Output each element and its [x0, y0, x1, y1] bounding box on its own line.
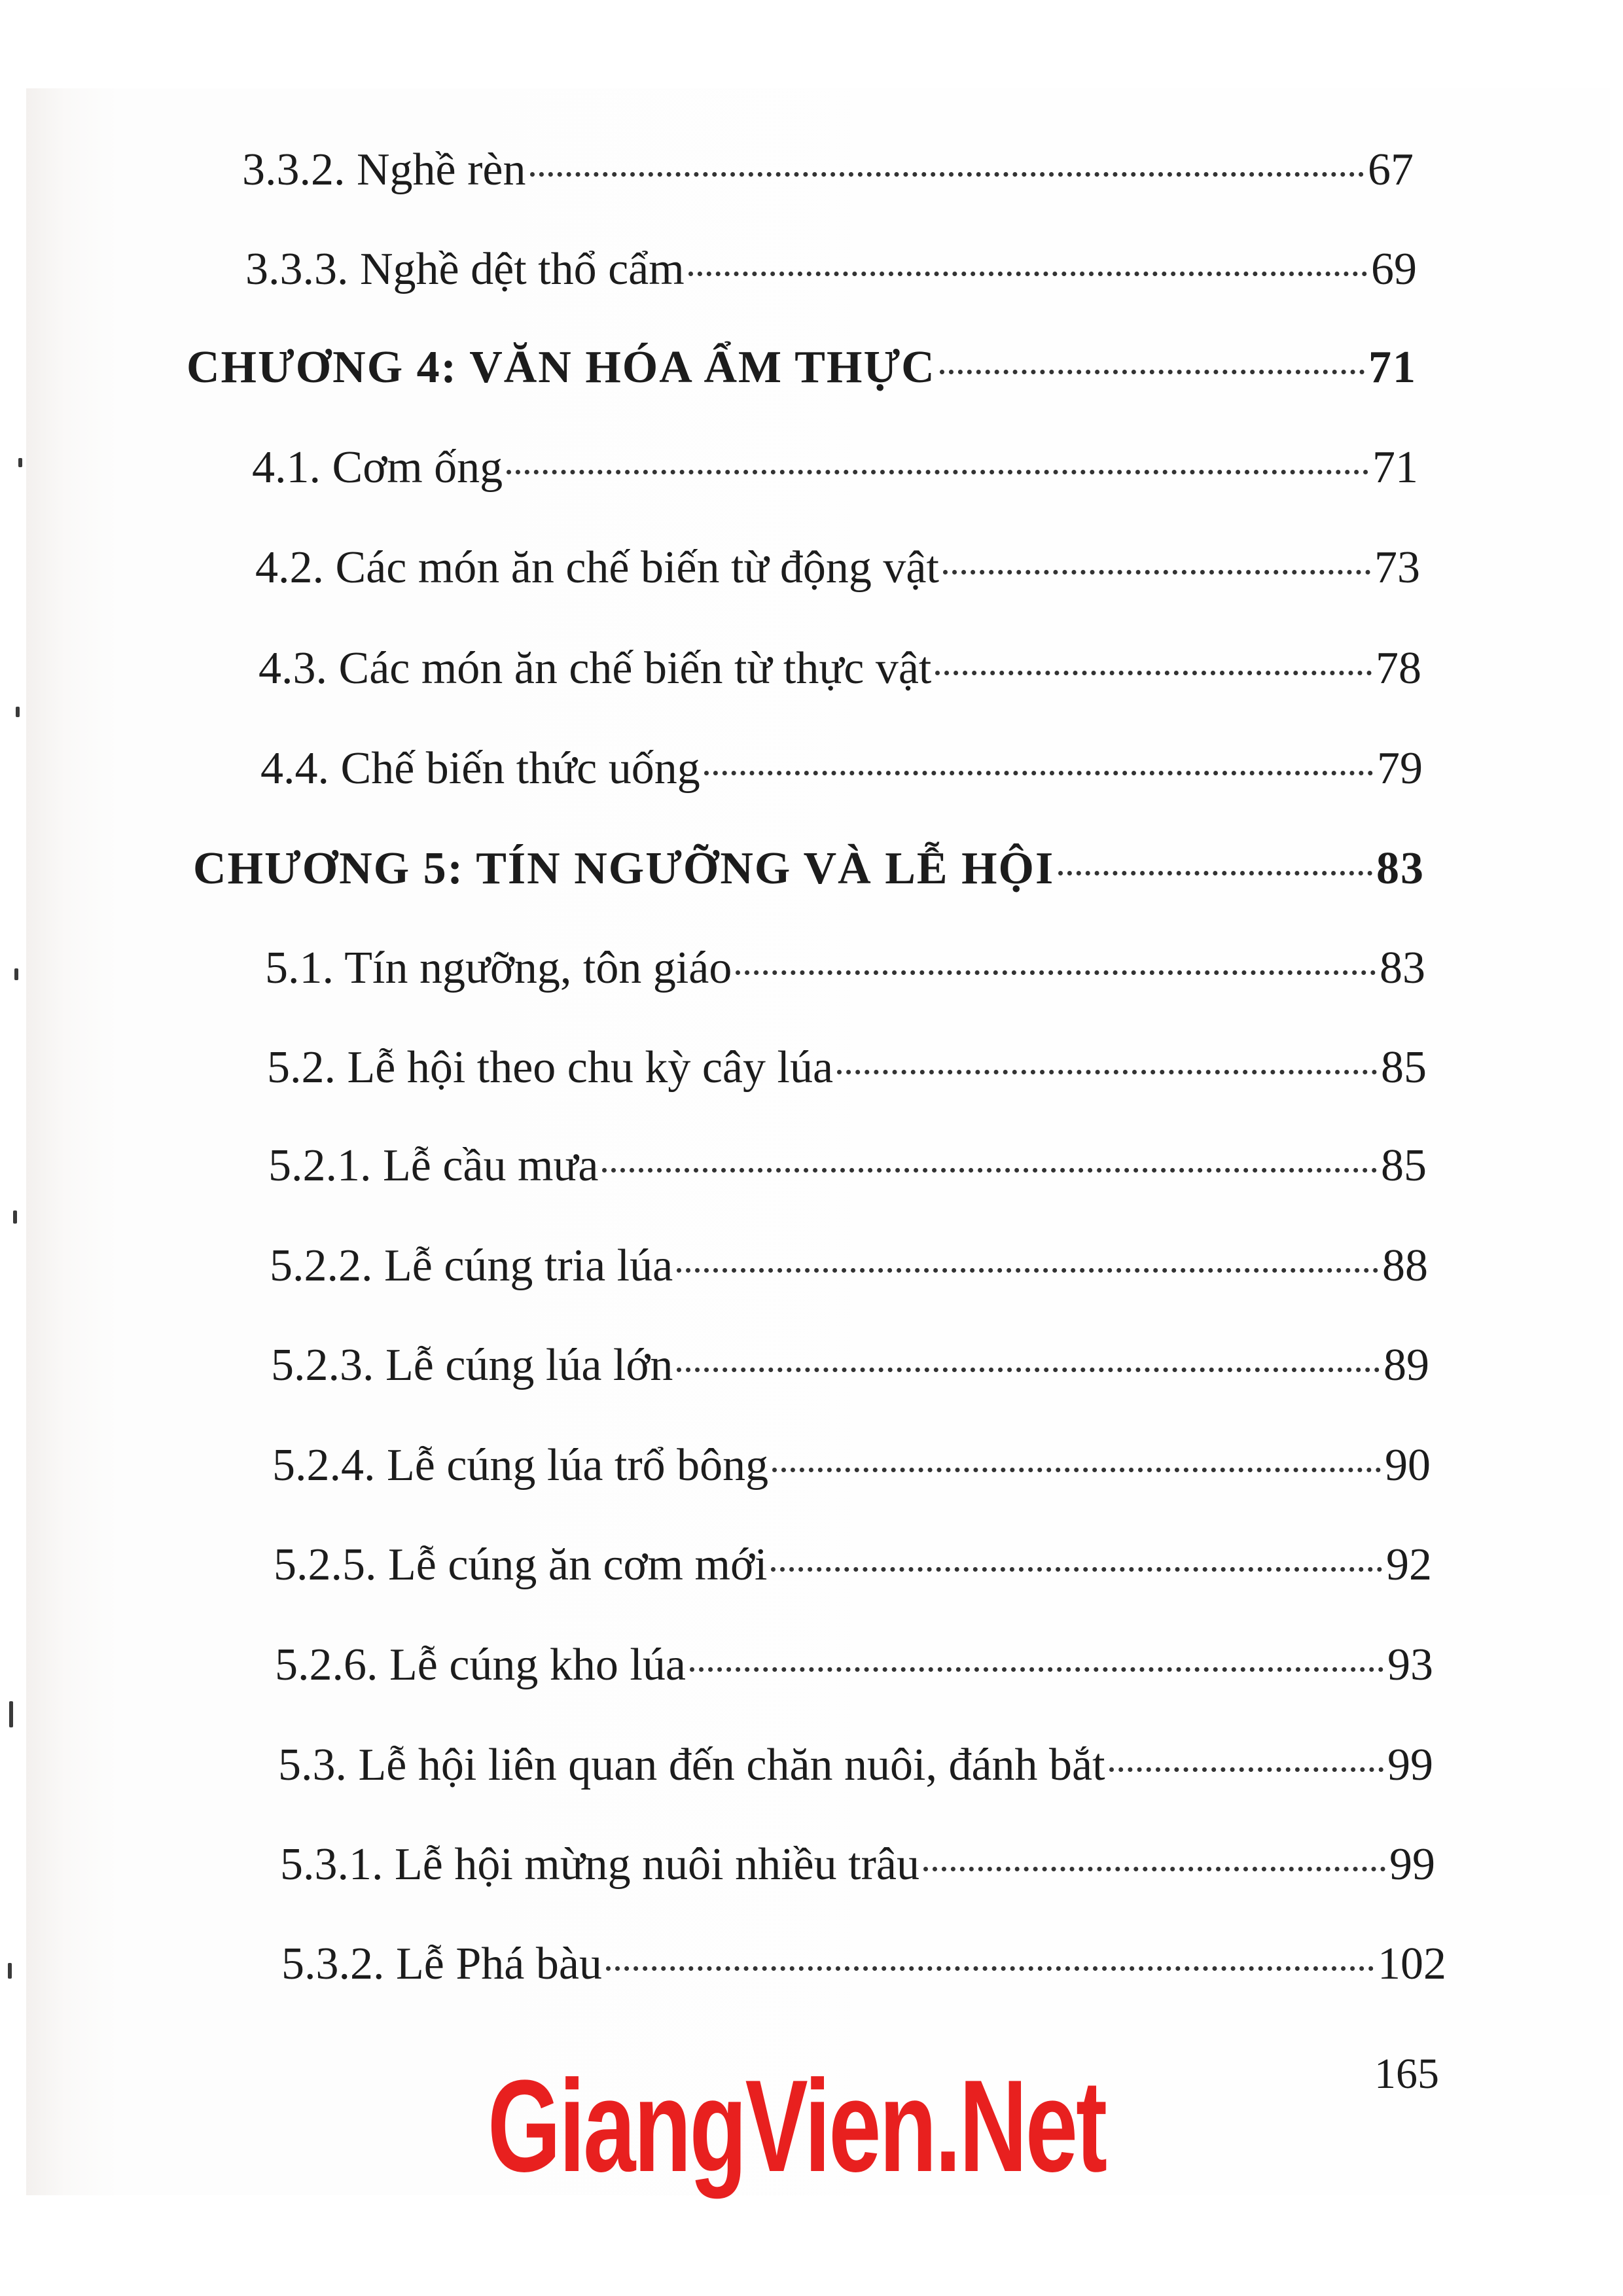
- dot-leader: [837, 1070, 1377, 1074]
- toc-entry-title: 5.2.6. Lễ cúng kho lúa: [275, 1640, 686, 1690]
- dot-leader: [602, 1168, 1377, 1173]
- watermark-logo: GiangVien.Net: [488, 2053, 1106, 2199]
- toc-entry-page: 89: [1383, 1340, 1429, 1390]
- dot-leader: [935, 671, 1372, 675]
- dot-leader: [772, 1468, 1381, 1472]
- toc-entry-page: 83: [1376, 843, 1425, 894]
- toc-entry-title: 5.2.3. Lễ cúng lúa lớn: [271, 1340, 673, 1390]
- toc-entry-page: 79: [1377, 743, 1423, 794]
- toc-entry: [274, 1532, 1432, 1598]
- toc-entry: [270, 1233, 1428, 1299]
- toc-entry-page: 102: [1378, 1939, 1446, 1989]
- toc-entry: [271, 1333, 1429, 1398]
- toc-entry: [265, 936, 1425, 1001]
- toc-entry-title: 5.3. Lễ hội liên quan đến chăn nuôi, đánh bắt: [278, 1740, 1105, 1790]
- dot-leader: [677, 1368, 1380, 1372]
- dot-leader: [690, 1667, 1383, 1672]
- toc-entry: [278, 1733, 1433, 1798]
- toc-entry-page: 78: [1376, 643, 1421, 694]
- toc-entry-page: 93: [1387, 1640, 1433, 1690]
- dot-leader: [530, 172, 1364, 177]
- toc-entry: [267, 1035, 1427, 1101]
- toc-entry: [272, 1433, 1431, 1498]
- toc-entry-title: 3.3.3. Nghề dệt thổ cẩm: [245, 244, 685, 294]
- toc-entry: [255, 535, 1420, 601]
- toc-entry-title: 5.3.1. Lễ hội mừng nuôi nhiều trâu: [280, 1839, 919, 1890]
- dot-leader: [688, 272, 1367, 276]
- dot-leader: [606, 1966, 1374, 1971]
- dot-leader: [771, 1567, 1382, 1572]
- toc-entry: [259, 636, 1421, 701]
- toc-entry: [280, 1832, 1435, 1898]
- toc-entry-page: 99: [1389, 1839, 1435, 1890]
- toc-chapter-entry: [187, 335, 1417, 400]
- toc-entry-title: 5.2.1. Lễ cầu mưa: [268, 1140, 599, 1191]
- dot-leader: [704, 771, 1373, 775]
- toc-entry-page: 85: [1381, 1042, 1427, 1093]
- toc-entry-title: 4.1. Cơm ống: [252, 442, 503, 493]
- toc-entry: [242, 137, 1414, 203]
- toc-entry: [252, 435, 1418, 501]
- toc-entry-title: 5.2.5. Lễ cúng ăn cơm mới: [274, 1540, 768, 1590]
- toc-entry-title: 5.2. Lễ hội theo chu kỳ cây lúa: [267, 1042, 834, 1093]
- toc-entry-title: 4.2. Các món ăn chế biến từ động vật: [255, 542, 939, 593]
- toc-entry-title: 4.3. Các món ăn chế biến từ thực vật: [259, 643, 932, 694]
- toc-entry-page: 69: [1371, 244, 1417, 294]
- toc-entry-title: 5.2.2. Lễ cúng tria lúa: [270, 1241, 673, 1291]
- dot-leader: [1109, 1767, 1383, 1772]
- dot-leader: [923, 1867, 1385, 1871]
- toc-entry-page: 85: [1381, 1140, 1427, 1191]
- page-number: 165: [1374, 2050, 1439, 2098]
- toc-entry-page: 83: [1380, 943, 1425, 993]
- toc-entry-page: 92: [1386, 1540, 1432, 1590]
- toc-entry-page: 71: [1368, 342, 1417, 393]
- dot-leader: [677, 1268, 1378, 1273]
- toc-entry-title: 5.1. Tín ngưỡng, tôn giáo: [265, 943, 732, 993]
- toc-entry-page: 71: [1372, 442, 1418, 493]
- toc-entry: [275, 1633, 1433, 1698]
- dot-leader: [507, 470, 1368, 474]
- toc-entry-page: 88: [1382, 1241, 1428, 1291]
- toc-chapter-title: CHƯƠNG 4: VĂN HÓA ẨM THỰC: [187, 342, 936, 393]
- toc-entry: [245, 237, 1417, 302]
- dot-leader: [1058, 871, 1372, 875]
- toc-entry-title: 5.2.4. Lễ cúng lúa trổ bông: [272, 1440, 769, 1491]
- toc-entry: [281, 1932, 1446, 1997]
- toc-entry-title: 3.3.2. Nghề rèn: [242, 145, 526, 195]
- toc-entry-title: 4.4. Chế biến thức uống: [260, 743, 700, 794]
- toc-entry-page: 90: [1385, 1440, 1431, 1491]
- toc-entry-page: 73: [1374, 542, 1420, 593]
- dot-leader: [736, 970, 1376, 975]
- toc-entry-title: 5.3.2. Lễ Phá bàu: [281, 1939, 602, 1989]
- dot-leader: [943, 570, 1370, 574]
- toc-entry-page: 99: [1387, 1740, 1433, 1790]
- toc-entry-page: 67: [1368, 145, 1414, 195]
- toc-entry: [260, 736, 1423, 802]
- toc-chapter-entry: [193, 836, 1425, 902]
- dot-leader: [940, 370, 1364, 374]
- toc-entry: [268, 1133, 1427, 1199]
- toc-chapter-title: CHƯƠNG 5: TÍN NGƯỠNG VÀ LỄ HỘI: [193, 843, 1055, 894]
